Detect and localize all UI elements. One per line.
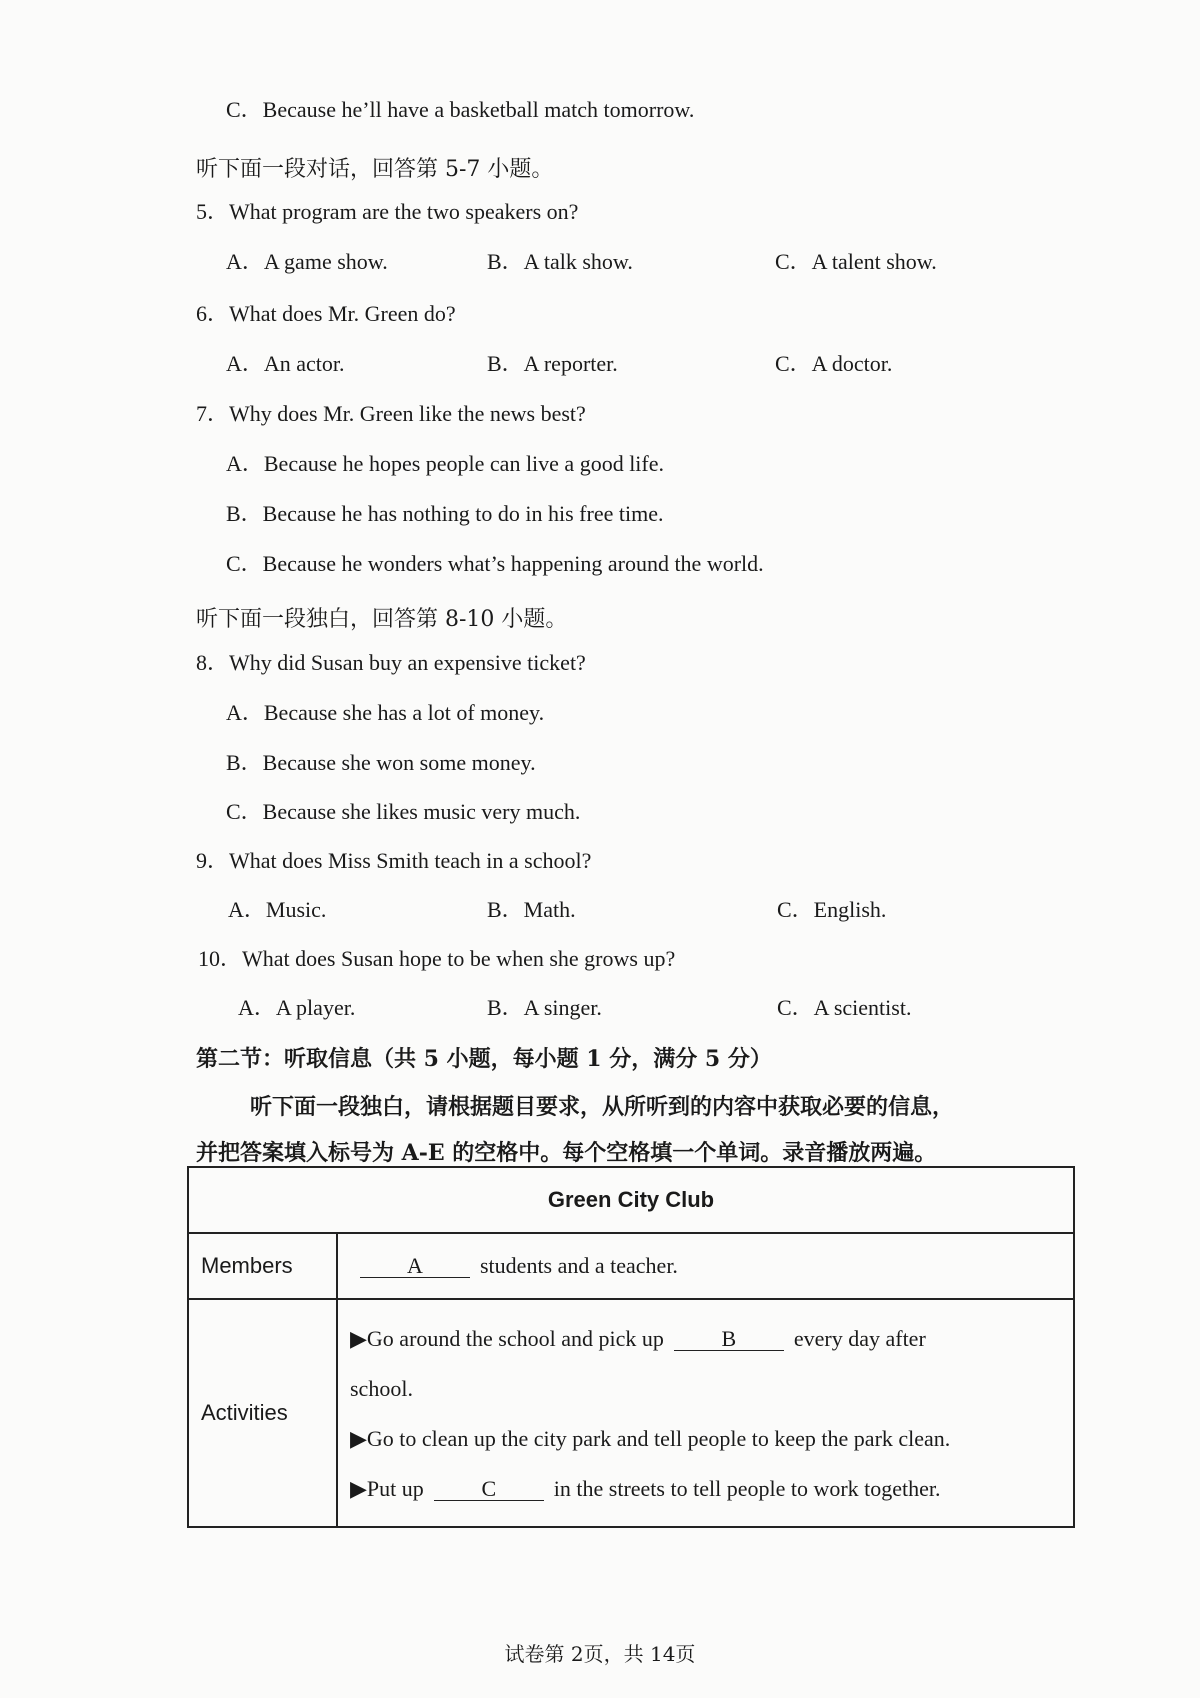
blank-c: C <box>434 1478 544 1501</box>
blank-b: B <box>674 1328 784 1351</box>
section-heading-8-10: 听下面一段独白，回答第 8-10 小题。 <box>196 607 568 632</box>
activity-3: ▶Put up C in the streets to tell people to work together. <box>350 1476 941 1501</box>
question-10 <box>198 942 675 973</box>
q7-option-b: B．Because he has nothing to do in his free time. <box>226 501 664 526</box>
question-number: 9． <box>196 848 230 873</box>
question-number: 6． <box>196 301 230 326</box>
q6-option-c: C．A doctor. <box>775 351 893 376</box>
q5-option-c: C．A talent show. <box>775 249 937 274</box>
activity-1-continued: school. <box>350 1376 413 1401</box>
question-number: 8． <box>196 650 230 675</box>
part2-title: 第二节：听取信息（共 5 小题，每小题 1 分，满分 5 分） <box>196 1046 772 1072</box>
q8-option-a: A．Because she has a lot of money. <box>226 700 545 725</box>
q10-option-a: A．A player. <box>238 995 356 1020</box>
q9-option-a: A．Music. <box>228 897 327 922</box>
q8-option-c: C．Because she likes music very much. <box>226 799 581 824</box>
q8-option-b: B．Because she won some money. <box>226 750 536 775</box>
q4-option-c: C．Because he’ll have a basketball match tomorrow. <box>226 97 695 122</box>
activity-1: ▶Go around the school and pick up B every day after <box>350 1326 926 1351</box>
question-number: 10． <box>198 946 243 971</box>
members-text: students and a teacher. <box>480 1253 678 1278</box>
q10-option-b: B．A singer. <box>487 995 602 1020</box>
page-footer: 试卷第 2页，共 14页 <box>504 1642 696 1666</box>
section-heading-5-7: 听下面一段对话，回答第 5-7 小题。 <box>196 157 554 182</box>
q5-option-b: B．A talk show. <box>487 249 633 274</box>
green-city-club-table <box>187 1166 1075 1528</box>
activity-2: ▶Go to clean up the city park and tell people to keep the park clean. <box>350 1426 951 1451</box>
question-text: Why did Susan buy an expensive ticket? <box>229 650 586 675</box>
q7-option-c: C．Because he wonders what’s happening around the world. <box>226 551 764 576</box>
question-number: 5． <box>196 199 230 224</box>
part2-instruction-1: 听下面一段独白，请根据题目要求，从所听到的内容中获取必要的信息， <box>250 1094 955 1120</box>
q9-option-c: C．English. <box>777 897 887 922</box>
q10-option-c: C．A scientist. <box>777 995 912 1020</box>
members-label: Members <box>188 1233 337 1299</box>
question-5 <box>196 195 578 226</box>
question-text: What does Miss Smith teach in a school? <box>229 848 592 873</box>
blank-a: A <box>360 1255 470 1278</box>
activities-cell <box>337 1299 1074 1527</box>
question-text: Why does Mr. Green like the news best? <box>229 401 586 426</box>
q7-option-a: A．Because he hopes people can live a good life. <box>226 451 665 476</box>
part2-instruction-2: 并把答案填入标号为 A-E 的空格中。每个空格填一个单词。录音播放两遍。 <box>196 1140 937 1166</box>
question-text: What does Susan hope to be when she grows up? <box>242 946 676 971</box>
question-8 <box>196 646 586 677</box>
activities-row <box>188 1299 1074 1527</box>
table-title: Green City Club <box>188 1167 1074 1233</box>
q6-option-b: B．A reporter. <box>487 351 618 376</box>
q6-option-a: A．An actor. <box>226 351 345 376</box>
question-7 <box>196 397 586 428</box>
members-row <box>188 1233 1074 1299</box>
q5-option-a: A．A game show. <box>226 249 388 274</box>
question-text: What program are the two speakers on? <box>229 199 579 224</box>
activities-label: Activities <box>188 1299 337 1527</box>
question-6 <box>196 297 456 328</box>
members-cell <box>337 1233 1074 1299</box>
question-9 <box>196 844 591 875</box>
q9-option-b: B．Math. <box>487 897 576 922</box>
question-number: 7． <box>196 401 230 426</box>
question-text: What does Mr. Green do? <box>229 301 456 326</box>
